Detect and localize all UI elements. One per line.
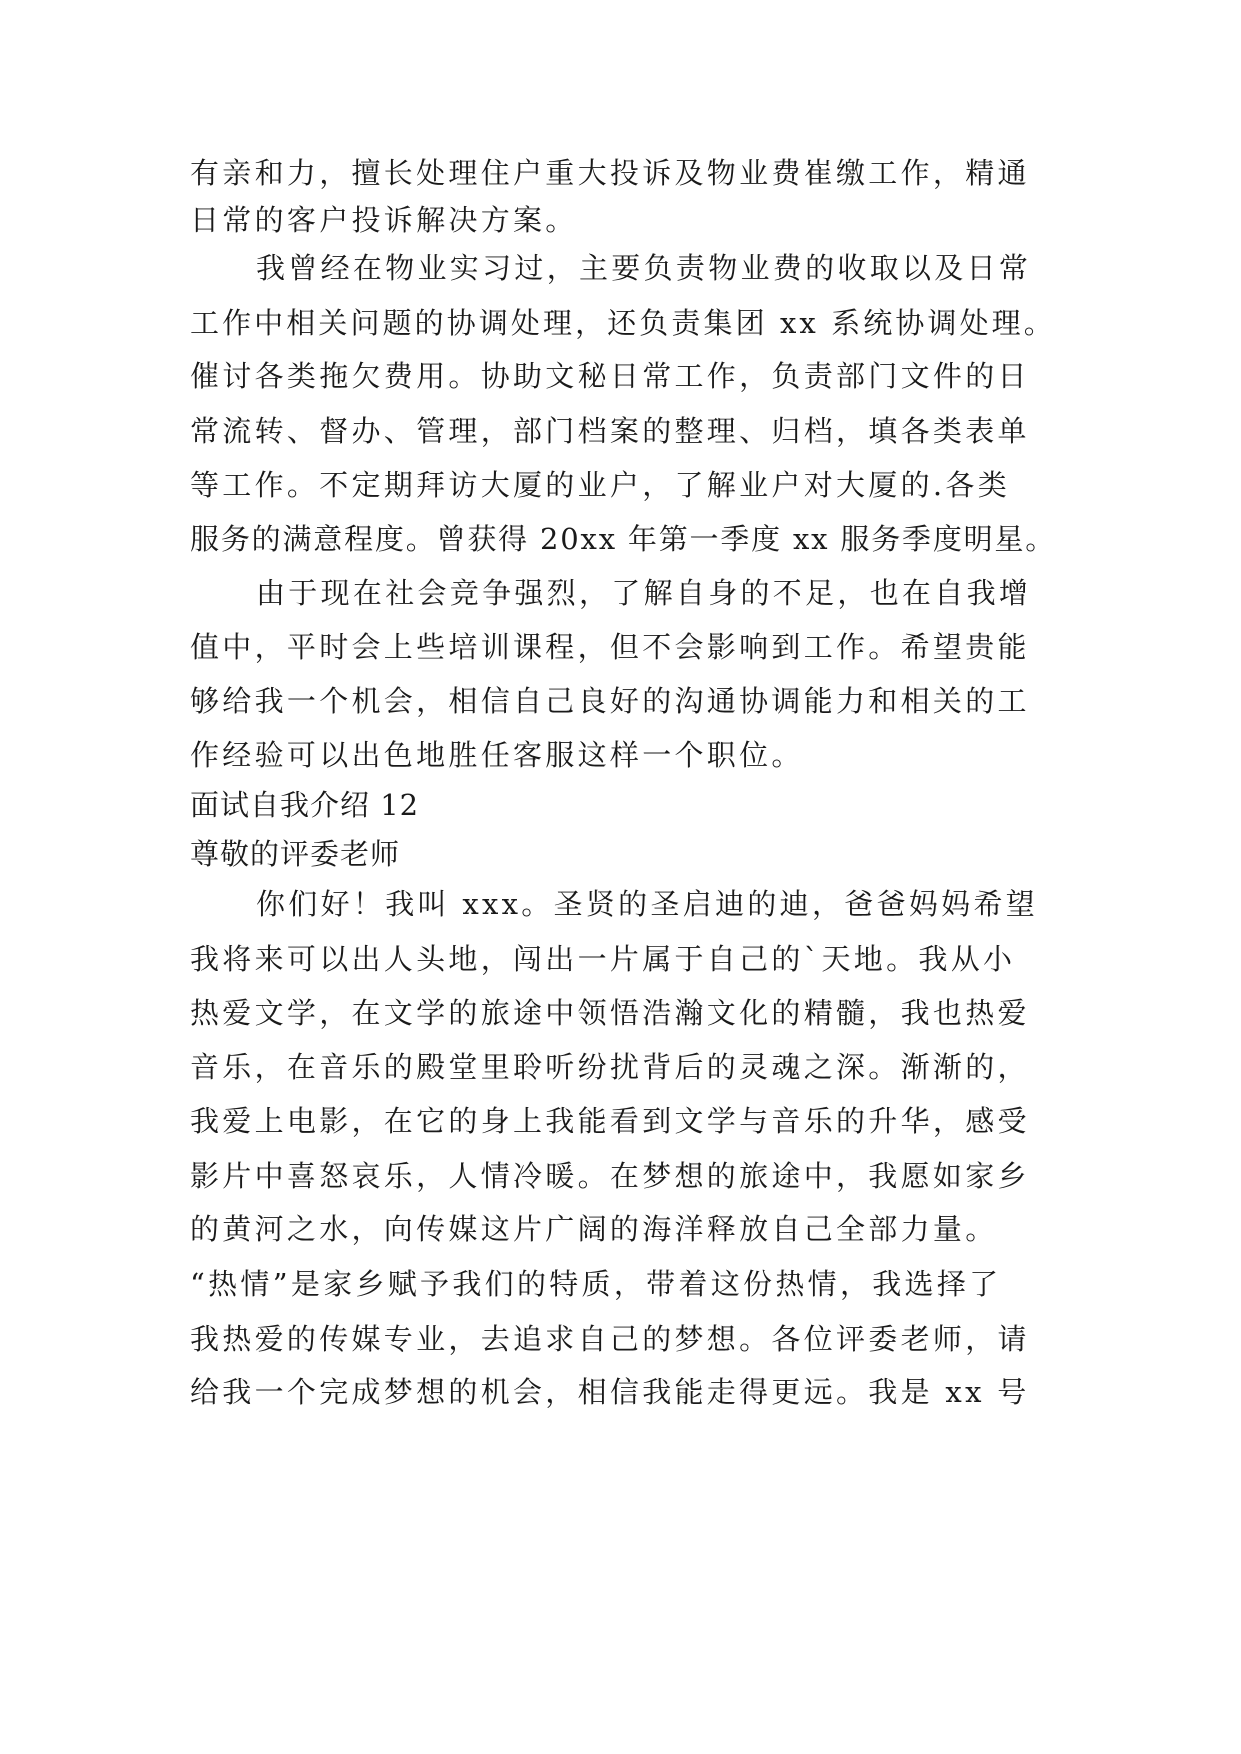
text-line: 给我一个完成梦想的机会，相信我能走得更远。我是 xx 号: [190, 1375, 1030, 1409]
text-line: 我将来可以出人头地，闯出一片属于自己的`天地。我从小: [190, 942, 1016, 976]
text-line: 的黄河之水，向传媒这片广阔的海洋释放自己全部力量。: [190, 1212, 998, 1246]
text-line: 常流转、督办、管理，部门档案的整理、归档，填各类表单: [190, 414, 1030, 448]
text-line: 热爱文学，在文学的旅途中领悟浩瀚文化的精髓，我也热爱: [190, 996, 1030, 1030]
paragraph-first-line: 你们好！我叫 xxx。圣贤的圣启迪的迪，爸爸妈妈希望: [256, 887, 1039, 921]
text-line: 我热爱的传媒专业，去追求自己的梦想。各位评委老师，请: [190, 1322, 1030, 1356]
text-line: 服务的满意程度。曾获得 20xx 年第一季度 xx 服务季度明星。: [190, 522, 1057, 556]
text-line: 音乐，在音乐的殿堂里聆听纷扰背后的灵魂之深。渐渐的，: [190, 1050, 1030, 1084]
text-line: 日常的客户投诉解决方案。: [190, 203, 578, 237]
text-line: 我爱上电影，在它的身上我能看到文学与音乐的升华，感受: [190, 1104, 1030, 1138]
paragraph-first-line: 我曾经在物业实习过，主要负责物业费的收取以及日常: [256, 251, 1032, 285]
text-line: 有亲和力，擅长处理住户重大投诉及物业费崔缴工作，精通: [190, 156, 1030, 190]
text-line: 够给我一个机会，相信自己良好的沟通协调能力和相关的工: [190, 684, 1030, 718]
salutation: 尊敬的评委老师: [190, 837, 401, 871]
text-line: 催讨各类拖欠费用。协助文秘日常工作，负责部门文件的日: [190, 359, 1030, 393]
text-line: 工作中相关问题的协调处理，还负责集团 xx 系统协调处理。: [190, 306, 1056, 340]
text-line: 值中，平时会上些培训课程，但不会影响到工作。希望贵能: [190, 630, 1030, 664]
text-line: 影片中喜怒哀乐，人情冷暖。在梦想的旅途中，我愿如家乡: [190, 1159, 1030, 1193]
text-line: 等工作。不定期拜访大厦的业户，了解业户对大厦的.各类: [190, 468, 1011, 502]
text-line: 作经验可以出色地胜任客服这样一个职位。: [190, 738, 804, 772]
section-heading: 面试自我介绍 12: [190, 788, 420, 822]
paragraph-first-line: 由于现在社会竞争强烈，了解自身的不足，也在自我增: [256, 576, 1032, 610]
text-line: “热情”是家乡赋予我们的特质，带着这份热情，我选择了: [190, 1267, 1002, 1301]
